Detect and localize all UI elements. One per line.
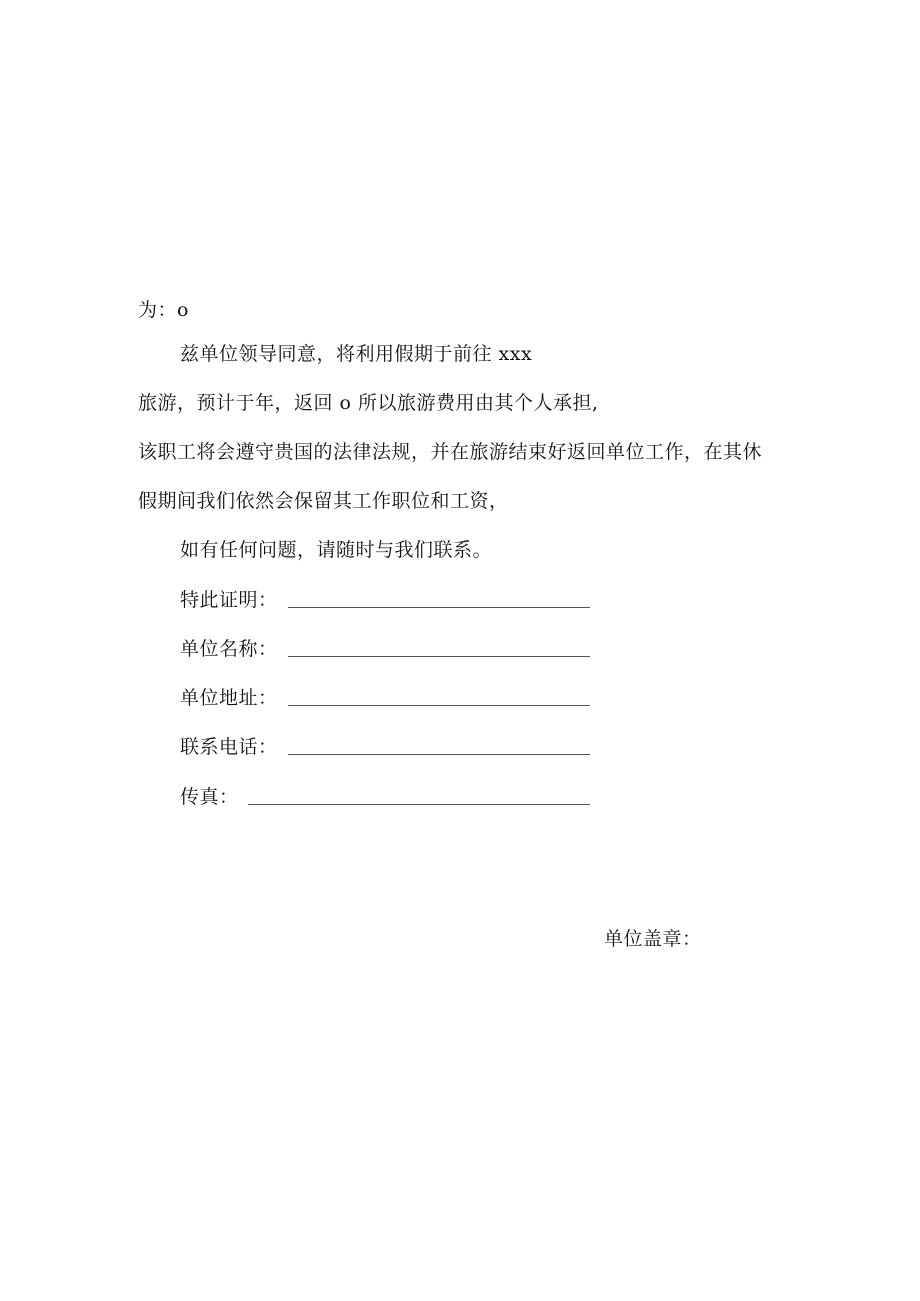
- field-phone: [180, 734, 592, 760]
- field-label-unit-name: 单位名称：: [180, 638, 278, 660]
- paragraph-line-2: 旅游，预计于年，返回 o 所以旅游费用由其个人承担,: [138, 392, 599, 414]
- field-blank-certify[interactable]: [288, 607, 590, 608]
- field-label-certify: 特此证明：: [180, 589, 278, 611]
- field-certify: [180, 587, 592, 613]
- field-blank-unit-address[interactable]: [288, 705, 590, 706]
- field-blank-unit-name[interactable]: [288, 656, 590, 657]
- paragraph-line-5: 如有任何问题，请随时与我们联系。: [180, 539, 493, 561]
- salutation: 为：o: [138, 299, 189, 321]
- seal-label: 单位盖章：: [604, 928, 702, 950]
- paragraph-line-4: 假期间我们依然会保留其工作职位和工资，: [138, 490, 509, 512]
- field-unit-address: [180, 685, 592, 711]
- field-unit-name: [180, 636, 592, 662]
- field-label-unit-address: 单位地址：: [180, 687, 278, 709]
- field-label-phone: 联系电话：: [180, 736, 278, 758]
- field-blank-fax[interactable]: [248, 804, 590, 805]
- field-label-fax: 传真：: [180, 786, 239, 808]
- field-fax: [180, 784, 592, 810]
- paragraph-line-3: 该职工将会遵守贵国的法律法规，并在旅游结束好返回单位工作，在其休: [138, 441, 763, 463]
- field-blank-phone[interactable]: [288, 754, 590, 755]
- paragraph-line-1: 兹单位领导同意，将利用假期于前往 xxx: [180, 343, 533, 365]
